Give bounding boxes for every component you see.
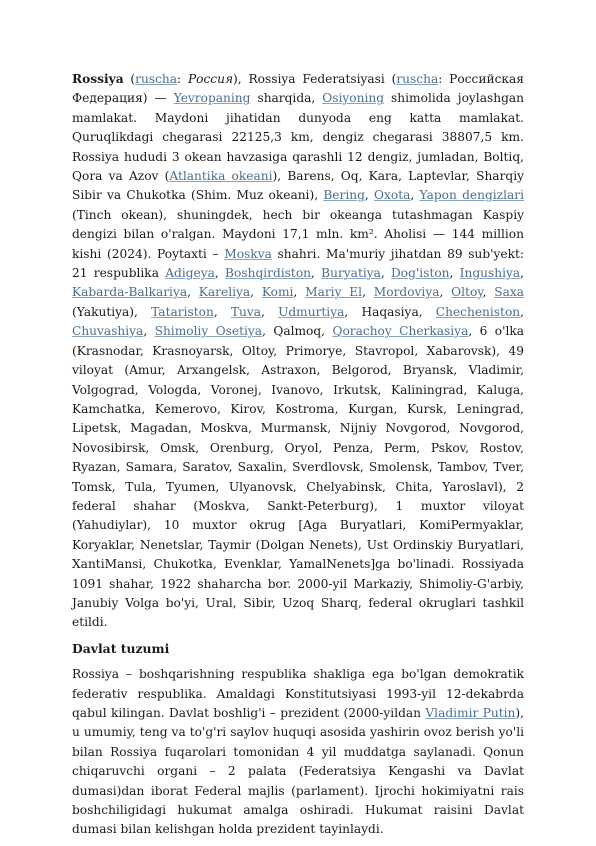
- text: ,: [362, 285, 374, 300]
- link-ruscha-2[interactable]: ruscha: [396, 72, 439, 86]
- link-ingushiya[interactable]: Ingushiya: [459, 266, 521, 281]
- link-atlantika[interactable]: Atlantika okeani: [169, 169, 273, 184]
- text: ,: [261, 304, 279, 319]
- text: ), u umumiy, teng va to'g'ri saylov huquqi asosida yashirin ovoz berish yo'li bilan Rossiya fuqarolari tomonidan 4 yil muddatga saylanadi. Qonun chiqaruvchi organi – 2 palata (Federatsiya Kengashi va Davlat dumasi)dan iborat Federal majlis (parlament). Ijrochi hokimiyatni rais boshchiligidagi hukumat amalga oshiradi. Hukumat raisini Davlat dumasi bilan kelishgan holda prezident tayinlaydi.: [72, 706, 525, 837]
- text: ,: [143, 324, 155, 339]
- link-udmurtiya[interactable]: Udmurtiya: [278, 304, 345, 319]
- text: , 6 o'lka (Krasnodar, Krasnoyarsk, Oltoy, Primorye, Stavropol, Xabarovsk), 49 viloyat (Amur, Arxangelsk, Astraxon, Belgorod, Bryansk, Vladimir, Volgograd, Vologda, Voronej, Ivanovo, Irkutsk, Kaliningrad, Kaluga, Kamchatka, Kemerovo, Kirov, Kostroma, Kurgan, Kursk, Leningrad, Lipetsk, Magadan, Moskva, Murmansk, Nijniy Novgorod, Novgorod, Novosibirsk, Omsk, Orenburg, Oryol, Penza, Perm, Pskov, Rostov, Ryazan, Samara, Saratov, Saxalin, Sverdlovsk, Smolensk, Tambov, Tver, Tomsk, Tula, Tyumen, Ulyanovsk, Chelyabinsk, Chita, Yaroslavl), 2 federal shahar (Moskva, Sankt-Peterburg), 1 muxtor viloyat (Yahudiylar), 10 muxtor okrug [Aga Buryatlari, KomiPermyaklar, Koryaklar, Nenetslar, Taymir (Dolgan Nenets), Ust Ordinskiy Buryatlari, XantiMansi, Chukotka, Evenklar, YamalNenets]ga bo'linadi. Rossiyada 1091 shahar, 1922 shaharcha bor. 2000-yil Markaziy, Shimoliy-G'arbiy, Janubiy Volga bo'yi, Ural, Sibir, Uzoq Sharq, federal okruglari tashkil etildi.: [72, 324, 524, 630]
- article: [72, 70, 524, 846]
- government-paragraph: [72, 665, 524, 840]
- link-buryatiya[interactable]: Buryatiya: [321, 266, 381, 281]
- link-yapon[interactable]: Yapon dengizlari: [419, 188, 524, 203]
- link-ruscha[interactable]: ruscha: [135, 72, 178, 86]
- text: ), Rossiya Federatsiyasi (: [233, 72, 397, 86]
- text: :: [177, 72, 188, 86]
- link-adigeya[interactable]: Adigeya: [165, 266, 215, 281]
- text: ), Barens, Oq, Kara, Laptevlar, Sharqiy Sibir va Chukotka (Shim. Muz okeani),: [72, 169, 524, 203]
- text: ,: [380, 266, 392, 281]
- link-bering[interactable]: Bering: [323, 188, 365, 203]
- text: Rossiya – boshqarishning respublika shakliga ega bo'lgan demokratik federativ respublika. Amaldagi Konstitutsiyasi 1993-yil 12-dekabrda qabul kilingan. Davlat boshlig'i – prezident (2000-yildan: [72, 667, 524, 720]
- text: shimolida joylashgan mamlakat. Maydoni jihatidan dunyoda eng katta mamlakat. Quruqlikdagi chegarasi 22125,3 km, dengiz chegarasi 38807,5 km. Rossiya hududi 3 okean havzasiga qarashli 12 dengiz, jumladan, Boltiq, Qora va Azov (: [72, 91, 524, 184]
- text: ,: [364, 188, 375, 203]
- text: ,: [250, 285, 262, 300]
- link-checheniston[interactable]: Checheniston: [435, 304, 521, 319]
- link-yevropa[interactable]: Yevropaning: [173, 91, 251, 106]
- link-qorachoy-cherkasiya[interactable]: Qorachoy Cherkasiya: [332, 324, 469, 339]
- russian-name-italic: Россия: [187, 72, 234, 86]
- text: ,: [410, 188, 420, 203]
- text: ,: [214, 266, 226, 281]
- link-tatariston[interactable]: Tatariston: [151, 304, 214, 319]
- link-dogiston[interactable]: Dog'iston: [391, 266, 450, 281]
- text: shahri. Ma'muriy jihatdan 89 sub'yekt: 21 respublika: [72, 246, 524, 281]
- text: ,: [293, 285, 306, 300]
- link-kabarda-balkariya[interactable]: Kabarda-Balkariya: [72, 285, 188, 300]
- text: ,: [439, 285, 452, 300]
- link-chuvashiya[interactable]: Chuvashiya: [72, 324, 144, 339]
- link-tuva[interactable]: Tuva: [230, 304, 262, 319]
- text: : Российская Федерация) —: [72, 72, 524, 106]
- text: ,: [520, 266, 525, 281]
- text: (: [123, 72, 136, 86]
- link-kareliya[interactable]: Kareliya: [198, 285, 251, 300]
- text: (Tinch okean), shuningdek, hech bir okeanga tutashmagan Kaspiy dengizi bilan o'ralgan. Maydoni 17,1 mln. km². Aholisi — 144 million kishi (2024). Poytaxti –: [72, 207, 524, 261]
- link-moskva[interactable]: Moskva: [224, 246, 272, 261]
- text: ,: [213, 304, 231, 319]
- link-oltoy[interactable]: Oltoy: [451, 285, 483, 300]
- text: ,: [449, 266, 460, 281]
- section-heading-davlat-tuzumi: Davlat tuzumi: [72, 640, 170, 656]
- text: ,: [187, 285, 199, 300]
- link-oxota[interactable]: Oxota: [374, 188, 411, 203]
- text: ,: [520, 304, 525, 319]
- link-boshqirdiston[interactable]: Boshqirdiston: [225, 266, 312, 281]
- link-komi[interactable]: Komi: [261, 285, 294, 300]
- link-vladimir-putin[interactable]: Vladimir Putin: [425, 706, 516, 720]
- text: , Haqasiya,: [344, 304, 436, 319]
- text: ,: [482, 285, 495, 300]
- link-mordoviya[interactable]: Mordoviya: [373, 285, 440, 300]
- link-mariy-el[interactable]: Mariy El: [305, 285, 363, 300]
- link-saxa[interactable]: Saxa: [494, 285, 525, 300]
- article-title: Rossiya: [72, 72, 124, 86]
- link-shimoliy-osetiya[interactable]: Shimoliy Osetiya: [154, 324, 263, 339]
- text: ,: [311, 266, 322, 281]
- link-osiyo[interactable]: Osiyoning: [322, 91, 385, 106]
- text: sharqida,: [250, 91, 323, 106]
- text: , Qalmoq,: [262, 324, 333, 339]
- intro-paragraph: [72, 70, 524, 633]
- text: (Yakutiya),: [72, 304, 152, 319]
